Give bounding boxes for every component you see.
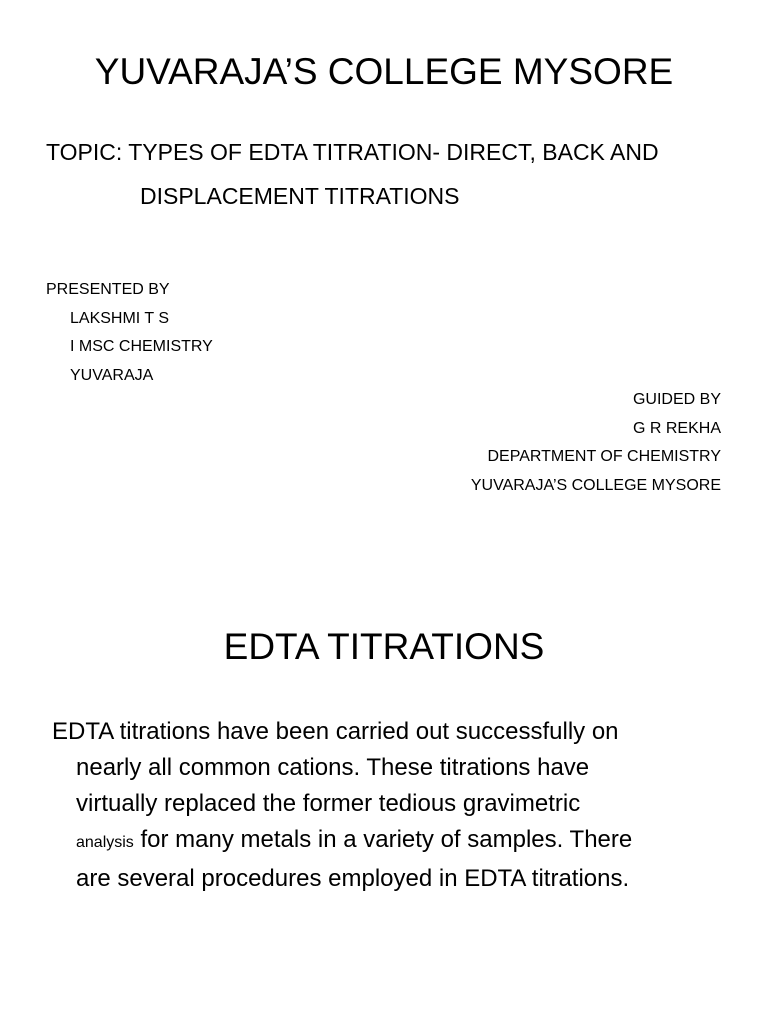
topic-line-1: TOPIC: TYPES OF EDTA TITRATION- DIRECT, BACK AND bbox=[46, 139, 659, 165]
body-line: nearly all common cations. These titrations have bbox=[76, 754, 590, 781]
topic-line-2: DISPLACEMENT TITRATIONS bbox=[140, 183, 460, 209]
guide-department: DEPARTMENT OF CHEMISTRY bbox=[487, 448, 721, 465]
guide-name: G R REKHA bbox=[632, 419, 721, 437]
body-line: EDTA titrations have been carried out successfully on bbox=[52, 718, 619, 745]
slide-heading: EDTA TITRATIONS bbox=[223, 626, 545, 667]
presenter-name: LAKSHMI T S bbox=[70, 309, 169, 327]
body-line-rest: for many metals in a variety of samples. There bbox=[133, 826, 633, 853]
presented-by-label: PRESENTED BY bbox=[46, 281, 170, 298]
body-line: virtually replaced the former tedious gravimetric bbox=[76, 790, 581, 817]
body-line: are several procedures employed in EDTA titrations. bbox=[76, 865, 630, 892]
presenter-course: I MSC CHEMISTRY bbox=[70, 338, 213, 355]
slide-body-paragraph bbox=[52, 714, 742, 897]
body-line bbox=[52, 822, 742, 861]
presenter-college: YUVARAJA bbox=[70, 366, 154, 384]
presenter-block bbox=[46, 276, 213, 390]
slide-title-heading: YUVARAJA’S COLLEGE MYSORE bbox=[94, 51, 674, 92]
guide-college: YUVARAJA’S COLLEGE MYSORE bbox=[470, 476, 721, 494]
guided-by-label: GUIDED BY bbox=[632, 391, 721, 408]
body-small-word: analysis bbox=[76, 834, 134, 851]
slide-edta-titrations bbox=[0, 560, 768, 1024]
guide-block bbox=[471, 386, 721, 500]
